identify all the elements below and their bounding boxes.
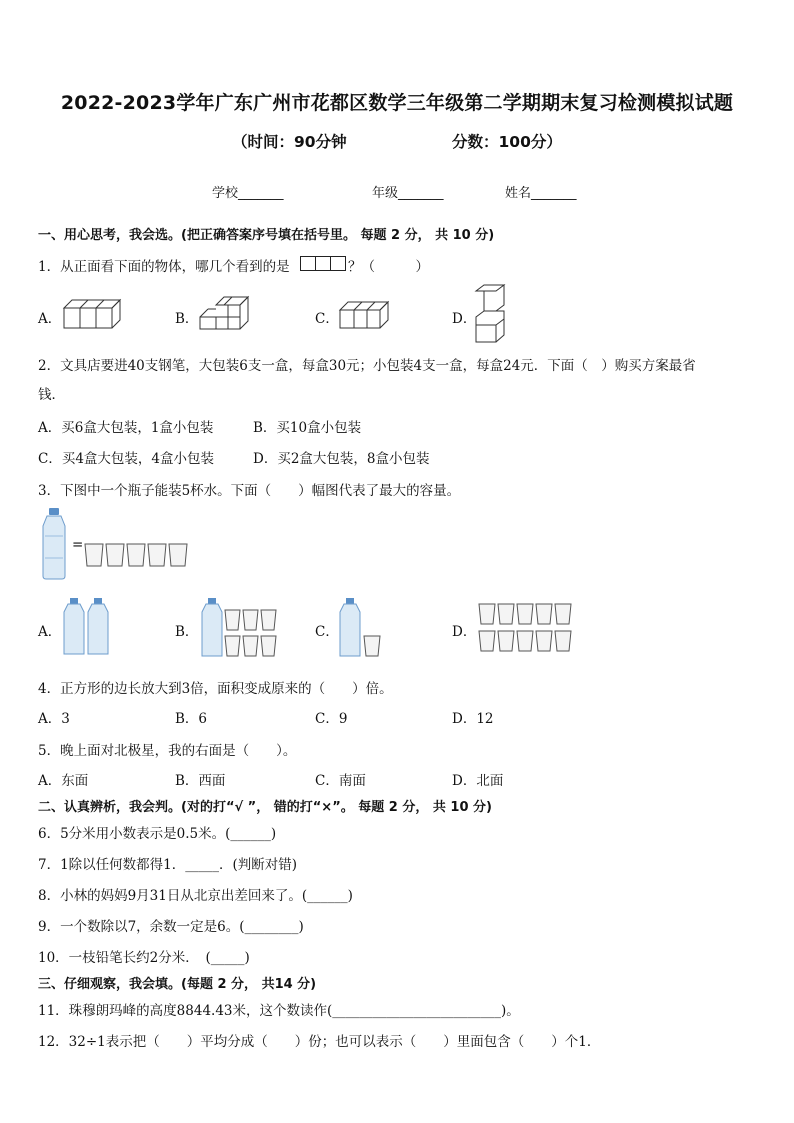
q1-stem: 1．从正面看下面的物体，哪几个看到的是 <box>38 259 290 275</box>
q5-option-a: A．东面 <box>38 773 89 789</box>
cube-figure-c <box>340 302 390 330</box>
exam-score: 分数：100分） <box>452 133 562 151</box>
q12-text: 12．32÷1表示把（ ）平均分成（ ）份；也可以表示（ ）里面包含（ ）个1． <box>38 1034 601 1050</box>
q3-option-d: D． <box>452 624 477 640</box>
q10-text: 10．一枝铅笔长约2分米． (_____) <box>38 950 250 966</box>
grade-field: 年级_______ <box>372 186 444 201</box>
q8-text: 8．小林的妈妈9月31日从北京出差回来了。(______) <box>38 888 353 904</box>
q1-option-b: B． <box>175 311 199 327</box>
page-title: 2022-2023学年广东广州市花都区数学三年级第二学期期末复习检测模拟试题 <box>60 92 734 114</box>
ten-cups-icon <box>478 602 574 656</box>
q4-option-a: A．3 <box>38 711 70 727</box>
q2-option-d: D．买2盒大包装，8盒小包装 <box>253 451 430 467</box>
bottle-one-cup-icon <box>338 598 384 658</box>
q4-option-c: C．9 <box>315 711 348 727</box>
bottle-six-cups-icon <box>200 598 280 658</box>
q7-text: 7．1除以任何数都得1．_____．(判断对错) <box>38 857 298 873</box>
q5-option-d: D．北面 <box>452 773 504 789</box>
cube-figure-a <box>64 300 120 330</box>
q3-equals: = <box>72 537 84 553</box>
q4-stem: 4．正方形的边长放大到3倍，面积变成原来的（ ）倍。 <box>38 681 393 697</box>
q6-text: 6．5分米用小数表示是0.5米。(______) <box>38 826 277 842</box>
five-cups-icon <box>84 542 190 568</box>
section-3-heading: 三、仔细观察，我会填。(每题 2 分， 共14 分) <box>38 977 317 992</box>
q3-stem: 3．下图中一个瓶子能装5杯水。下面（ ）幅图代表了最大的容量。 <box>38 483 461 499</box>
three-squares-figure <box>300 256 346 271</box>
q5-option-c: C．南面 <box>315 773 366 789</box>
q1-option-a: A． <box>38 311 62 327</box>
q5-stem: 5．晚上面对北极星，我的右面是（ ）。 <box>38 743 297 759</box>
q2-stem: 2．文具店要进40支钢笔，大包装6支一盒，每盒30元；小包装4支一盒，每盒24元．下面（ ）购买方案最省 <box>38 358 696 374</box>
q2-option-c: C．买4盒大包装，4盒小包装 <box>38 451 215 467</box>
q3-option-c: C． <box>315 624 339 640</box>
q11-text: 11．珠穆朗玛峰的高度8844.43米，这个数读作(_________________________)。 <box>38 1003 520 1019</box>
q1-option-c: C． <box>315 311 339 327</box>
q5-option-b: B．西面 <box>175 773 226 789</box>
q4-option-d: D．12 <box>452 711 494 727</box>
cube-figure-d <box>476 285 506 343</box>
q1-tail: ？（ ） <box>348 259 429 275</box>
section-2-heading: 二、认真辨析，我会判。(对的打“√ ”， 错的打“×”。 每题 2 分， 共 10 分) <box>38 800 492 815</box>
q3-option-a: A． <box>38 624 62 640</box>
q2-option-b: B．买10盒小包装 <box>253 420 362 436</box>
exam-time: （时间：90分钟 <box>232 133 347 151</box>
section-1-heading: 一、用心思考，我会选。(把正确答案序号填在括号里。 每题 2 分， 共 10 分) <box>38 228 495 243</box>
q4-option-b: B．6 <box>175 711 208 727</box>
name-field: 姓名_______ <box>505 186 577 201</box>
q2-option-a: A．买6盒大包装，1盒小包装 <box>38 420 214 436</box>
q3-option-b: B． <box>175 624 199 640</box>
q9-text: 9．一个数除以7，余数一定是6。(________) <box>38 919 304 935</box>
school-field: 学校_______ <box>212 186 284 201</box>
q1-option-d: D． <box>452 311 477 327</box>
water-bottle-icon <box>40 508 68 580</box>
q2-stem-cont: 钱． <box>38 387 65 403</box>
cube-figure-b <box>200 297 250 331</box>
two-bottles-icon <box>62 598 110 656</box>
